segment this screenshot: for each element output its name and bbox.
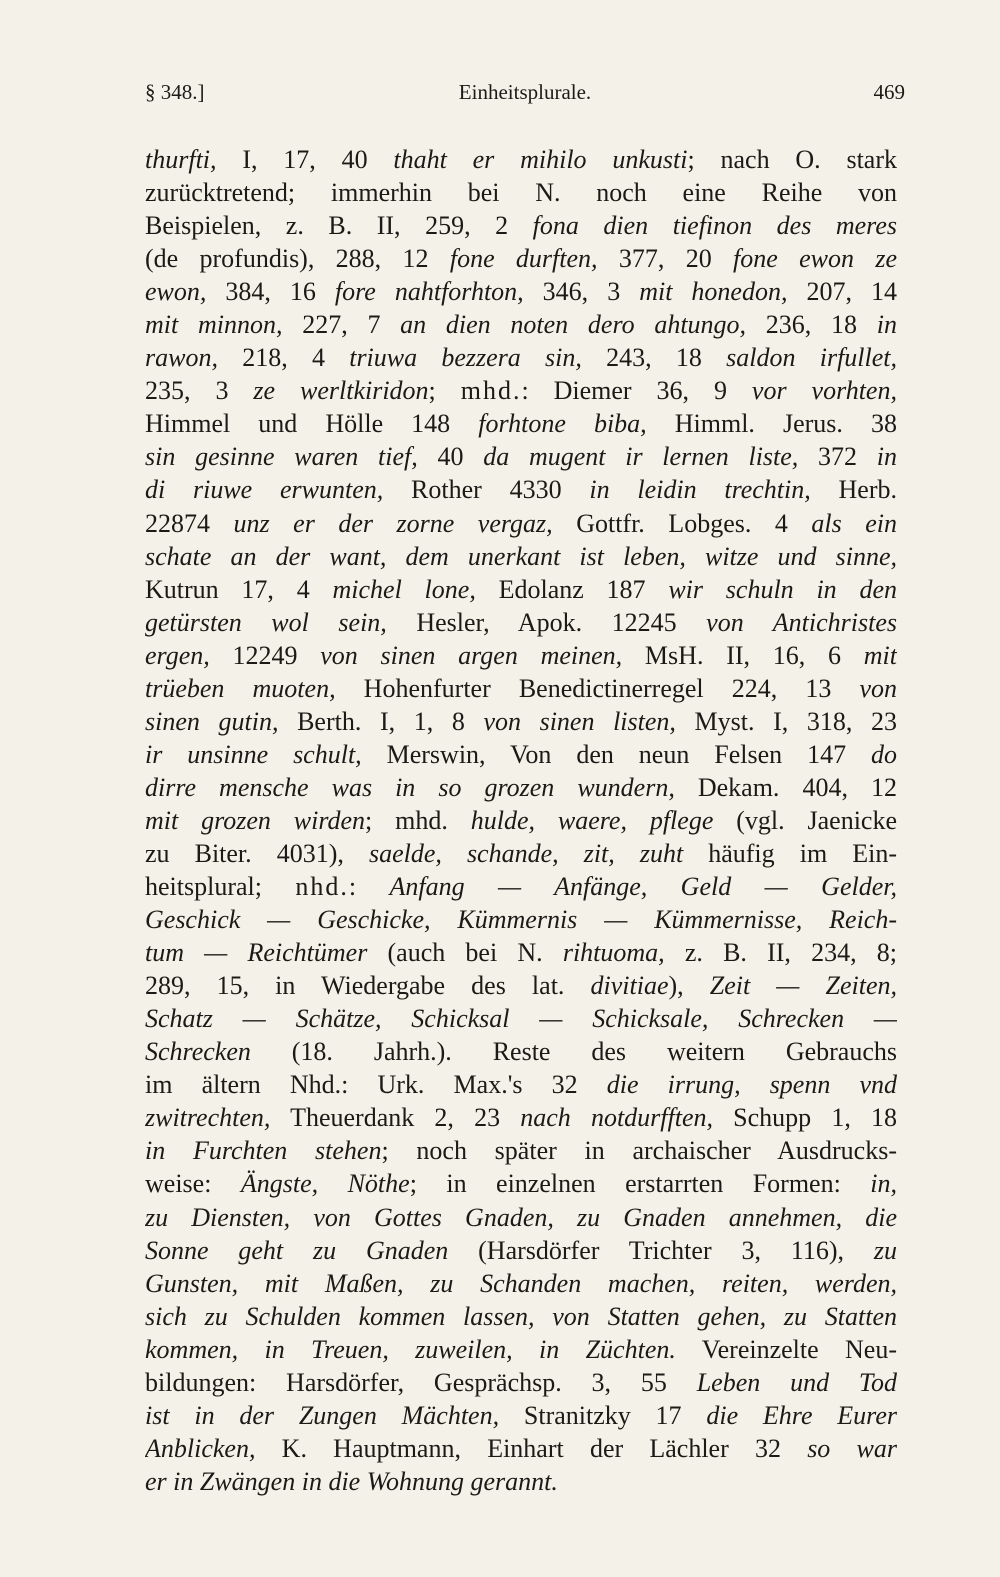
running-title: Einheitsplurale. xyxy=(458,80,592,104)
italic-text-segment: do xyxy=(871,739,897,769)
text-segment: Dekam. 404, 12 xyxy=(674,772,897,802)
italic-text-segment: fone durften, xyxy=(449,244,598,274)
italic-text-segment: thurfti, xyxy=(145,145,217,174)
text-line xyxy=(145,1035,897,1068)
italic-text-segment: mit minnon, xyxy=(145,310,283,340)
italic-text-segment: in, xyxy=(870,1169,897,1199)
italic-text-segment: Schatz — Schätze, Schicksal — Schicksale, Schrecken — xyxy=(145,1004,897,1034)
text-segment: 12249 xyxy=(209,640,321,670)
text-line xyxy=(145,969,897,1002)
text-segment: 235, 3 xyxy=(145,376,254,406)
italic-text-segment: in xyxy=(876,442,897,472)
text-segment: Myst. I, 318, 23 xyxy=(675,706,897,736)
text-line xyxy=(145,507,897,540)
text-line xyxy=(145,738,897,771)
running-header xyxy=(145,80,905,120)
text-segment: ; in einzelnen erstarrten Formen: xyxy=(409,1169,871,1199)
italic-text-segment: di riuwe erwunten, xyxy=(145,475,384,505)
text-segment: weise: xyxy=(145,1169,241,1199)
text-segment: (de profundis), 288, 12 xyxy=(145,244,450,274)
text-line xyxy=(145,936,897,969)
italic-text-segment: saelde, schande, zit, zuht xyxy=(368,838,684,868)
text-segment: Rother 4330 xyxy=(383,475,590,505)
italic-text-segment: ze werltkiridon xyxy=(253,376,429,406)
text-line xyxy=(145,242,897,275)
text-segment: Edolanz 187 xyxy=(475,574,669,604)
text-segment: Theuerdank 2, 23 xyxy=(270,1103,521,1133)
text-line xyxy=(145,705,897,738)
body-paragraph xyxy=(145,143,897,1498)
italic-text-segment: saldon irfullet, xyxy=(726,343,897,373)
text-segment: Stranitzky 17 xyxy=(499,1400,707,1430)
italic-text-segment: tum — Reichtümer xyxy=(145,938,368,968)
italic-text-segment: divitiae xyxy=(590,971,669,1001)
italic-text-segment: in Furchten stehen xyxy=(145,1136,382,1166)
italic-text-segment: Sonne geht zu Gnaden xyxy=(145,1235,449,1265)
italic-text-segment: mit xyxy=(863,640,897,670)
italic-text-segment: so war xyxy=(807,1433,897,1463)
text-line xyxy=(145,771,897,804)
text-segment: 207, 14 xyxy=(787,277,897,307)
italic-text-segment: als ein xyxy=(811,508,897,538)
text-line xyxy=(145,473,897,506)
text-line xyxy=(145,1333,897,1366)
text-segment: nhd. xyxy=(295,872,349,902)
italic-text-segment: fone ewon ze xyxy=(733,244,897,274)
italic-text-segment: ist in der Zungen Mächten, xyxy=(145,1400,500,1430)
text-line xyxy=(145,275,897,308)
italic-text-segment: von sinen argen meinen, xyxy=(320,640,623,670)
text-line xyxy=(145,341,897,374)
text-segment: Himml. Jerus. 38 xyxy=(646,409,897,439)
text-segment: Beispielen, z. B. II, 259, 2 xyxy=(145,211,533,241)
italic-text-segment: mit honedon, xyxy=(639,277,788,307)
text-segment: (Harsdörfer Trichter 3, 116), xyxy=(448,1235,874,1265)
italic-text-segment: Zeit — Zeiten, xyxy=(709,971,897,1001)
text-segment: häufig im Ein- xyxy=(683,838,897,868)
italic-text-segment: sinen gutin, xyxy=(145,706,279,736)
text-line xyxy=(145,308,897,341)
text-segment: ), xyxy=(668,971,710,1001)
text-line xyxy=(145,1300,897,1333)
text-line xyxy=(145,1201,897,1234)
page-number: 469 xyxy=(873,80,905,104)
italic-text-segment: er in Zwängen in die Wohnung gerannt. xyxy=(145,1466,558,1496)
italic-text-segment: zu Diensten, von Gottes Gnaden, zu Gnaden annehmen, die xyxy=(145,1202,897,1232)
italic-text-segment: Anfang — Anfänge, Geld — Gelder, xyxy=(389,872,897,902)
text-segment: : xyxy=(348,872,390,902)
text-segment: I, 17, 40 xyxy=(216,145,394,174)
text-line xyxy=(145,672,897,705)
italic-text-segment: Geschick — Geschicke, Kümmernis — Kümmernisse, Reich- xyxy=(145,905,897,935)
italic-text-segment: Anblicken, xyxy=(145,1433,256,1463)
text-line xyxy=(145,870,897,903)
text-segment: Hohenfurter Benedictinerregel 224, 13 xyxy=(335,673,860,703)
text-segment: 227, 7 xyxy=(282,310,401,340)
text-line xyxy=(145,176,897,209)
italic-text-segment: ewon, xyxy=(145,277,207,307)
text-line xyxy=(145,540,897,573)
text-line xyxy=(145,903,897,936)
text-segment: bildungen: Harsdörfer, Gesprächsp. 3, 55 xyxy=(145,1367,697,1397)
text-segment: K. Hauptmann, Einhart der Lächler 32 xyxy=(255,1433,808,1463)
italic-text-segment: die irrung, spenn vnd xyxy=(606,1070,897,1100)
text-segment: Kutrun 17, 4 xyxy=(145,574,333,604)
text-segment: 372 xyxy=(798,442,877,472)
text-line xyxy=(145,1068,897,1101)
italic-text-segment: getürsten wol sein, xyxy=(145,607,387,637)
italic-text-segment: in leidin trechtin, xyxy=(589,475,811,505)
italic-text-segment: unz er der zorne vergaz, xyxy=(233,508,553,538)
italic-text-segment: fona dien tiefinon des meres xyxy=(532,211,897,241)
text-segment: 243, 18 xyxy=(581,343,727,373)
text-segment: Berth. I, 1, 8 xyxy=(278,706,484,736)
text-line xyxy=(145,1399,897,1432)
italic-text-segment: rawon, xyxy=(145,343,218,373)
italic-text-segment: hulde, waere, pflege xyxy=(470,805,714,835)
italic-text-segment: sin gesinne waren tief, xyxy=(145,442,418,472)
italic-text-segment: zwitrechten, xyxy=(145,1103,271,1133)
italic-text-segment: schate an der want, dem unerkant ist leben, witze und sinne, xyxy=(145,541,897,571)
text-segment: Himmel und Hölle 148 xyxy=(145,409,479,439)
text-segment: zurücktretend; immerhin bei N. noch eine Reihe von xyxy=(145,178,897,208)
text-segment: MsH. II, 16, 6 xyxy=(622,640,864,670)
italic-text-segment: dirre mensche was in so grozen wundern, xyxy=(145,772,675,802)
italic-text-segment: kommen, in Treuen, zuweilen, in Züchten. xyxy=(145,1334,676,1364)
italic-text-segment: die Ehre Eurer xyxy=(706,1400,897,1430)
text-segment: (auch bei N. xyxy=(367,938,563,968)
text-line xyxy=(145,573,897,606)
text-line xyxy=(145,1366,897,1399)
text-segment: z. B. II, 234, 8; xyxy=(664,938,897,968)
text-line xyxy=(145,1134,897,1167)
text-segment: ; mhd. xyxy=(365,805,471,835)
text-segment: 22874 xyxy=(145,508,234,538)
text-segment: (18. Jahrh.). Reste des weitern Gebrauchs xyxy=(250,1037,897,1067)
text-line xyxy=(145,804,897,837)
italic-text-segment: da mugent ir lernen liste, xyxy=(483,442,799,472)
text-line xyxy=(145,1267,897,1300)
italic-text-segment: von xyxy=(859,673,897,703)
italic-text-segment: Gunsten, mit Maßen, zu Schanden machen, reiten, werden, xyxy=(145,1268,897,1298)
text-segment: mhd. xyxy=(460,376,522,406)
text-segment: 384, 16 xyxy=(206,277,335,307)
section-reference: § 348.] xyxy=(145,80,205,104)
italic-text-segment: mit grozen wirden xyxy=(145,805,366,835)
text-line xyxy=(145,1432,897,1465)
text-segment: Vereinzelte Neu- xyxy=(675,1334,897,1364)
text-segment: (vgl. Jaenicke xyxy=(713,805,897,835)
italic-text-segment: Ängste, Nöthe xyxy=(240,1169,410,1199)
text-segment: Merswin, Von den neun Felsen 147 xyxy=(361,739,871,769)
italic-text-segment: von sinen listen, xyxy=(483,706,676,736)
italic-text-segment: trüeben muoten, xyxy=(145,673,336,703)
text-segment: ; nach O. stark xyxy=(687,145,897,174)
italic-text-segment: in xyxy=(876,310,897,340)
italic-text-segment: an dien noten dero ahtungo, xyxy=(400,310,747,340)
text-line xyxy=(145,606,897,639)
text-segment: 346, 3 xyxy=(523,277,640,307)
text-line xyxy=(145,639,897,672)
italic-text-segment: thaht er mihilo unkusti xyxy=(393,145,688,174)
text-line xyxy=(145,1167,897,1200)
italic-text-segment: michel lone, xyxy=(332,574,476,604)
text-line xyxy=(145,440,897,473)
text-segment: Hesler, Apok. 12245 xyxy=(386,607,707,637)
text-segment: ; xyxy=(428,376,461,406)
italic-text-segment: nach notdurfften, xyxy=(520,1103,714,1133)
text-line xyxy=(145,837,897,870)
italic-text-segment: triuwa bezzera sin, xyxy=(349,343,582,373)
text-line xyxy=(145,209,897,242)
text-segment: ; noch später in archaischer Ausdrucks- xyxy=(381,1136,897,1166)
text-segment: Herb. xyxy=(810,475,897,505)
text-line xyxy=(145,1002,897,1035)
text-segment: Schupp 1, 18 xyxy=(713,1103,897,1133)
text-segment: 218, 4 xyxy=(217,343,350,373)
text-segment: : Diemer 36, 9 xyxy=(521,376,752,406)
text-line xyxy=(145,1465,897,1498)
text-line xyxy=(145,143,897,176)
text-line xyxy=(145,1234,897,1267)
italic-text-segment: forhtone biba, xyxy=(478,409,647,439)
italic-text-segment: fore nahtforhton, xyxy=(334,277,524,307)
text-segment: 40 xyxy=(417,442,484,472)
italic-text-segment: ergen, xyxy=(145,640,210,670)
text-segment: 289, 15, in Wiedergabe des lat. xyxy=(145,971,591,1001)
italic-text-segment: Leben und Tod xyxy=(696,1367,897,1397)
text-line xyxy=(145,1101,897,1134)
text-line xyxy=(145,407,897,440)
italic-text-segment: Schrecken xyxy=(145,1037,251,1067)
italic-text-segment: vor vorhten, xyxy=(751,376,897,406)
italic-text-segment: von Antichristes xyxy=(706,607,897,637)
text-line xyxy=(145,374,897,407)
italic-text-segment: ir unsinne schult, xyxy=(145,739,362,769)
italic-text-segment: wir schuln in den xyxy=(668,574,897,604)
text-segment: 377, 20 xyxy=(597,244,734,274)
text-segment: 236, 18 xyxy=(746,310,877,340)
italic-text-segment: rihtuoma, xyxy=(562,938,665,968)
text-segment: Gottfr. Lobges. 4 xyxy=(552,508,812,538)
italic-text-segment: sich zu Schulden kommen lassen, von Statten gehen, zu Statten xyxy=(145,1301,897,1331)
italic-text-segment: zu xyxy=(873,1235,897,1265)
text-segment: heitsplural; xyxy=(145,872,296,902)
text-segment: zu Biter. 4031), xyxy=(145,838,369,868)
text-segment: im ältern Nhd.: Urk. Max.'s 32 xyxy=(145,1070,607,1100)
